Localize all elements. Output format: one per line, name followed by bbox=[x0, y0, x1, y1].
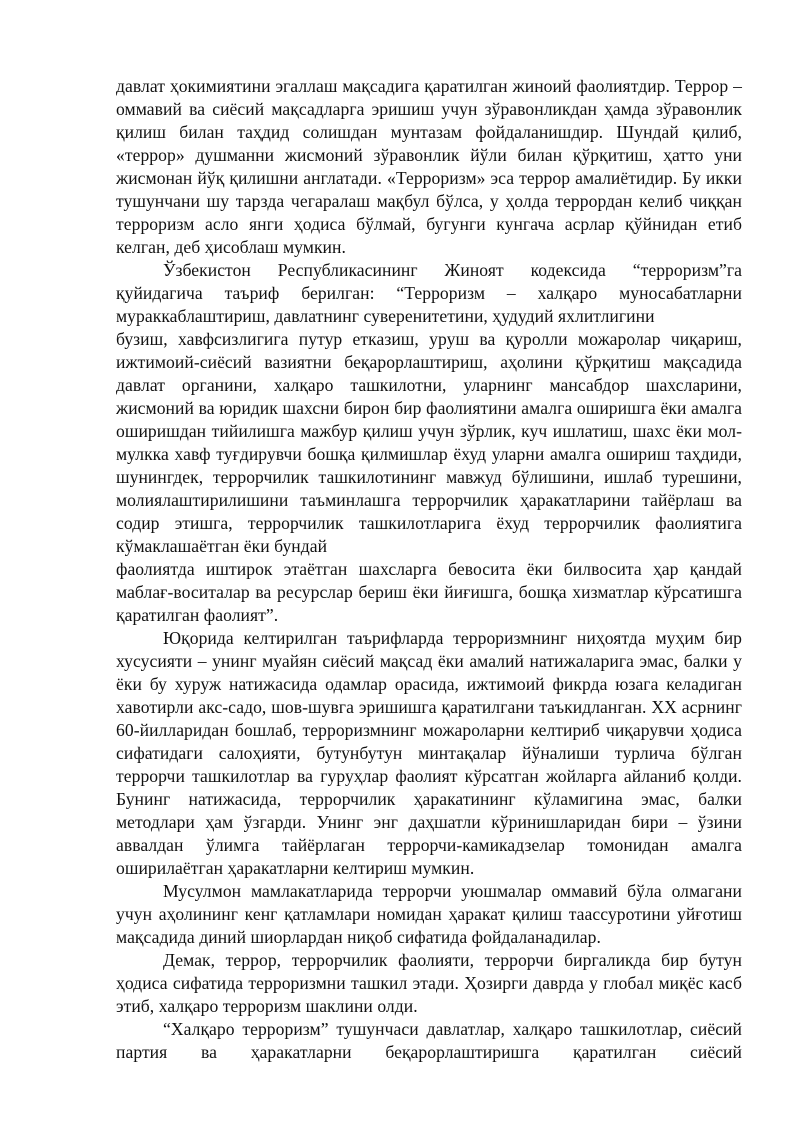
document-page bbox=[116, 75, 742, 1064]
paragraph-6: Мусулмон мамлакатларида террорчи уюшмалар оммавий бўла олмагани учун аҳолининг кенг қатламлари номидан ҳаракат қилиш таассуротини уйғотиш мақсадида диний шиорлардан ниқоб сифатида фойдаланадилар. bbox=[116, 881, 742, 947]
paragraph-4: фаолиятда иштирок этаётган шахсларга бевосита ёки билвосита ҳар қандай маблағ-воситалар ва ресурслар бериш ёки йиғишга, бошқа хизматлар кўрсатишга қаратилган фаолият”. bbox=[116, 559, 742, 625]
paragraph-2: Ўзбекистон Республикасининг Жиноят кодексида “терроризм”га қуйидагича таъриф берилган: “Терроризм – халқаро муносабатларни мураккаблаштириш, давлатнинг суверенитетини, ҳудудий яхлитлигини bbox=[116, 260, 742, 326]
paragraph-5: Юқорида келтирилган таърифларда терроризмнинг ниҳоятда муҳим бир хусусияти – унинг муайян сиёсий мақсад ёки амалий натижаларига эмас, балки у ёки бу хуруж натижасида одамлар орасида, ижтимоий фикрда юзага келадиган хавотирли акс-садо, шов-шувга эришишга қаратилгани таъкидланган. XX асрнинг 60-йилларидан бошлаб, терроризмнинг можароларни келтириб чиқарувчи ҳодиса сифатидаги салоҳияти, бутунбутун минтақалар йўналиши турлича бўлган террорчи ташкилотлар ва гуруҳлар фаолият кўрсатган жойларга айланиб қолди. Бунинг натижасида, террорчилик ҳаракатининг кўламигина эмас, балки методлари ҳам ўзгарди. Унинг энг даҳшатли кўринишларидан бири – ўзини аввалдан ўлимга тайёрлаган террорчи-камикадзелар томонидан амалга оширилаётган ҳаракатларни келтириш мумкин. bbox=[116, 628, 742, 878]
paragraph-3: бузиш, хавфсизлигига путур етказиш, уруш ва қуролли можаролар чиқариш, ижтимоий-сиёсий вазиятни беқарорлаштириш, аҳолини қўрқитиш мақсадида давлат органини, халқаро ташкилотни, уларнинг мансабдор шахсларини, жисмоний ва юридик шахсни бирон бир фаолиятини амалга оширишга ёки амалга оширишдан тийилишга мажбур қилиш учун зўрлик, куч ишлатиш, шахс ёки мол-мулкка хавф туғдирувчи бошқа қилмишлар ёхуд уларни амалга ошириш таҳдиди, шунингдек, террорчилик ташкилотининг мавжуд бўлишини, ишлаб турешини, молиялаштирилишини таъминлашга террорчилик ҳаракатларини тайёрлаш ва содир этишга, террорчилик ташкилотларига ёхуд террорчилик фаолиятига кўмаклашаётган ёки бундай bbox=[116, 329, 742, 556]
paragraph-7: Демак, террор, террорчилик фаолияти, террорчи биргаликда бир бутун ҳодиса сифатида терроризмни ташкил этади. Ҳозирги даврда у глобал миқёс касб этиб, халқаро терроризм шаклини олди. bbox=[116, 950, 742, 1016]
paragraph-8: “Халқаро терроризм” тушунчаси давлатлар, халқаро ташкилотлар, сиёсий партия ва ҳаракатларни беқарорлаштиришга қаратилган сиёсий bbox=[116, 1019, 742, 1062]
paragraph-1: давлат ҳокимиятини эгаллаш мақсадига қаратилган жиноий фаолиятдир. Террор – оммавий ва сиёсий мақсадларга эришиш учун зўравонликдан ҳамда зўравонлик қилиш билан таҳдид солишдан мунтазам фойдаланишдир. Шундай қилиб, «террор» душманни жисмоний зўравонлик йўли билан қўрқитиш, ҳатто уни жисмонан йўқ қилишни англатади. «Терроризм» эса террор амалиётидир. Бу икки тушунчани шу тарзда чегаралаш мақбул бўлса, у ҳолда террордан келиб чиққан терроризм асло янги ҳодиса бўлмай, бугунги кунгача асрлар қўйнидан етиб келган, деб ҳисоблаш мумкин. bbox=[116, 76, 742, 257]
